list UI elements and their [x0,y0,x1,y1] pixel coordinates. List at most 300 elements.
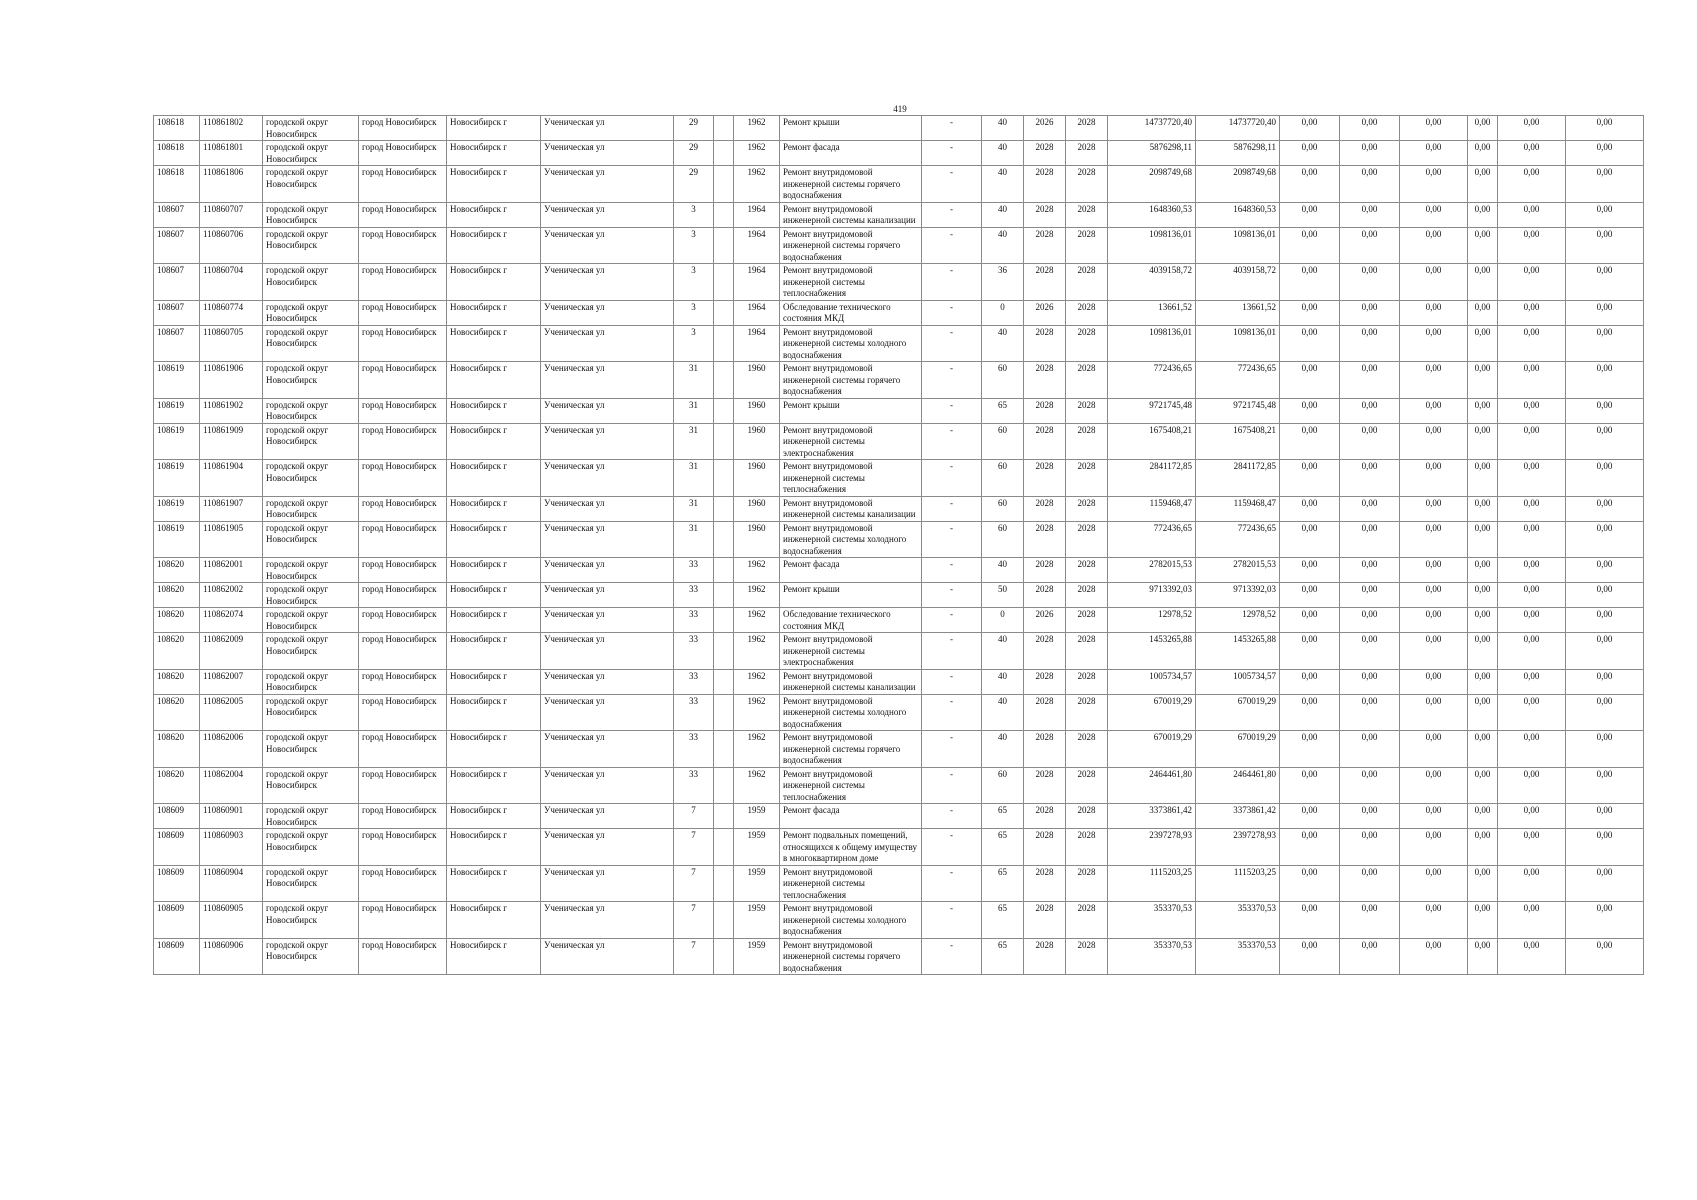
cell-street: Ученическая ул [541,460,674,497]
cell-cost-budget-federal: 0,00 [1280,264,1340,301]
cell-cost-budget-federal: 0,00 [1280,767,1340,804]
cell-cost-extra: 0,00 [1566,829,1644,866]
cell-cost-budget-federal: 0,00 [1280,804,1340,829]
cell-municipality: городской округ Новосибирск [263,938,359,975]
cell-municipality: городской округ Новосибирск [263,227,359,264]
cell-cost-other: 0,00 [1498,938,1566,975]
cell-house-number: 7 [674,938,714,975]
cell-total-cost: 670019,29 [1108,694,1196,731]
cell-street: Ученическая ул [541,166,674,203]
cell-cost-budget-federal: 0,00 [1280,496,1340,521]
cell-cost-budget-regional: 0,00 [1340,300,1400,325]
cell-wear-percent: 60 [982,460,1024,497]
cell-plan-year-start: 2028 [1024,694,1066,731]
cell-house-number: 3 [674,300,714,325]
cell-cost-budget-federal: 0,00 [1280,731,1340,768]
cell-cost-extra: 0,00 [1566,496,1644,521]
cell-street: Ученическая ул [541,902,674,939]
cell-plan-year-end: 2028 [1066,300,1108,325]
cell-plan-year-start: 2028 [1024,633,1066,670]
cell-locality: Новосибирск г [447,608,541,633]
cell-cost-budget-local: 0,00 [1400,804,1468,829]
cell-plan-year-end: 2028 [1066,202,1108,227]
cell-building [714,767,734,804]
cell-cost-budget-regional: 0,00 [1340,558,1400,583]
cell-work-id: 110861802 [200,116,263,141]
cell-record-id: 108609 [154,804,200,829]
cell-cost-fund: 353370,53 [1196,938,1280,975]
cell-plan-year-start: 2028 [1024,767,1066,804]
cell-cost-budget-local: 0,00 [1400,608,1468,633]
cell-municipality: городской округ Новосибирск [263,669,359,694]
cell-cost-other: 0,00 [1498,362,1566,399]
cell-work-id: 110860707 [200,202,263,227]
table-row [154,325,1644,362]
cell-locality: Новосибирск г [447,423,541,460]
cell-record-id: 108609 [154,865,200,902]
cell-cost-budget-local: 0,00 [1400,398,1468,423]
cell-building [714,521,734,558]
cell-cost-extra: 0,00 [1566,521,1644,558]
cell-wear-percent: 0 [982,608,1024,633]
cell-wear-percent: 40 [982,633,1024,670]
cell-house-number: 33 [674,731,714,768]
cell-house-number: 3 [674,227,714,264]
cell-work-type: Ремонт внутридомовой инженерной системы канализации [780,202,922,227]
cell-dash: - [922,496,982,521]
cell-municipality: городской округ Новосибирск [263,633,359,670]
cell-cost-budget-federal: 0,00 [1280,423,1340,460]
cell-locality: Новосибирск г [447,669,541,694]
cell-construction-year: 1959 [734,865,780,902]
cell-cost-budget-federal: 0,00 [1280,521,1340,558]
cell-cost-fund: 2782015,53 [1196,558,1280,583]
cell-dash: - [922,460,982,497]
cell-street: Ученическая ул [541,608,674,633]
cell-wear-percent: 65 [982,804,1024,829]
table-row [154,669,1644,694]
cell-plan-year-start: 2028 [1024,558,1066,583]
cell-street: Ученическая ул [541,865,674,902]
cell-work-type: Обследование технического состояния МКД [780,300,922,325]
cell-municipality: городской округ Новосибирск [263,731,359,768]
cell-construction-year: 1962 [734,633,780,670]
cell-plan-year-start: 2028 [1024,166,1066,203]
cell-cost-budget-federal: 0,00 [1280,583,1340,608]
cell-street: Ученическая ул [541,141,674,166]
cell-dash: - [922,902,982,939]
cell-work-id: 110860705 [200,325,263,362]
cell-cost-budget-federal: 0,00 [1280,938,1340,975]
cell-wear-percent: 60 [982,767,1024,804]
cell-work-type: Ремонт внутридомовой инженерной системы канализации [780,496,922,521]
cell-settlement: город Новосибирск [359,141,447,166]
cell-house-number: 33 [674,608,714,633]
cell-settlement: город Новосибирск [359,633,447,670]
cell-cost-extra: 0,00 [1566,669,1644,694]
cell-municipality: городской округ Новосибирск [263,804,359,829]
cell-dash: - [922,423,982,460]
cell-total-cost: 1159468,47 [1108,496,1196,521]
cell-plan-year-end: 2028 [1066,362,1108,399]
cell-cost-extra: 0,00 [1566,362,1644,399]
cell-house-number: 29 [674,116,714,141]
cell-total-cost: 1648360,53 [1108,202,1196,227]
table-row [154,300,1644,325]
cell-cost-other: 0,00 [1498,731,1566,768]
cell-dash: - [922,116,982,141]
cell-cost-owners: 0,00 [1468,558,1498,583]
cell-street: Ученическая ул [541,938,674,975]
cell-work-type: Ремонт крыши [780,116,922,141]
cell-cost-extra: 0,00 [1566,608,1644,633]
cell-total-cost: 2841172,85 [1108,460,1196,497]
cell-dash: - [922,398,982,423]
cell-building [714,264,734,301]
cell-locality: Новосибирск г [447,694,541,731]
cell-municipality: городской округ Новосибирск [263,865,359,902]
cell-work-type: Ремонт внутридомовой инженерной системы канализации [780,669,922,694]
cell-building [714,202,734,227]
cell-cost-fund: 14737720,40 [1196,116,1280,141]
table-row [154,633,1644,670]
cell-record-id: 108620 [154,669,200,694]
table-row [154,264,1644,301]
cell-dash: - [922,325,982,362]
cell-plan-year-end: 2028 [1066,398,1108,423]
cell-municipality: городской округ Новосибирск [263,583,359,608]
cell-settlement: город Новосибирск [359,829,447,866]
cell-cost-budget-regional: 0,00 [1340,521,1400,558]
cell-settlement: город Новосибирск [359,423,447,460]
cell-cost-budget-regional: 0,00 [1340,116,1400,141]
cell-work-type: Ремонт подвальных помещений, относящихся к общему имуществу в многоквартирном доме [780,829,922,866]
cell-construction-year: 1962 [734,608,780,633]
cell-locality: Новосибирск г [447,166,541,203]
cell-construction-year: 1964 [734,227,780,264]
cell-plan-year-end: 2028 [1066,325,1108,362]
cell-construction-year: 1960 [734,398,780,423]
cell-total-cost: 1453265,88 [1108,633,1196,670]
cell-total-cost: 1098136,01 [1108,325,1196,362]
cell-work-type: Ремонт внутридомовой инженерной системы электроснабжения [780,633,922,670]
cell-plan-year-start: 2028 [1024,460,1066,497]
cell-cost-budget-federal: 0,00 [1280,902,1340,939]
cell-cost-budget-federal: 0,00 [1280,633,1340,670]
cell-work-type: Ремонт фасада [780,141,922,166]
cell-locality: Новосибирск г [447,398,541,423]
cell-cost-budget-regional: 0,00 [1340,264,1400,301]
cell-cost-other: 0,00 [1498,398,1566,423]
cell-work-id: 110861905 [200,521,263,558]
cell-plan-year-start: 2028 [1024,325,1066,362]
cell-record-id: 108607 [154,325,200,362]
cell-house-number: 7 [674,804,714,829]
cell-cost-fund: 2397278,93 [1196,829,1280,866]
cell-plan-year-start: 2028 [1024,398,1066,423]
cell-total-cost: 353370,53 [1108,938,1196,975]
cell-municipality: городской округ Новосибирск [263,460,359,497]
cell-building [714,902,734,939]
cell-wear-percent: 65 [982,938,1024,975]
cell-cost-extra: 0,00 [1566,902,1644,939]
cell-plan-year-end: 2028 [1066,804,1108,829]
cell-street: Ученическая ул [541,202,674,227]
cell-work-id: 110862002 [200,583,263,608]
cell-work-id: 110860906 [200,938,263,975]
cell-plan-year-end: 2028 [1066,731,1108,768]
cell-plan-year-start: 2028 [1024,423,1066,460]
cell-cost-budget-regional: 0,00 [1340,938,1400,975]
cell-cost-other: 0,00 [1498,227,1566,264]
cell-record-id: 108607 [154,227,200,264]
cell-plan-year-start: 2028 [1024,731,1066,768]
cell-cost-budget-local: 0,00 [1400,865,1468,902]
cell-cost-owners: 0,00 [1468,496,1498,521]
cell-work-id: 110862009 [200,633,263,670]
cell-settlement: город Новосибирск [359,202,447,227]
cell-plan-year-start: 2028 [1024,362,1066,399]
cell-record-id: 108607 [154,300,200,325]
cell-plan-year-start: 2026 [1024,300,1066,325]
cell-cost-fund: 1453265,88 [1196,633,1280,670]
cell-cost-budget-local: 0,00 [1400,300,1468,325]
cell-settlement: город Новосибирск [359,608,447,633]
cell-cost-fund: 9713392,03 [1196,583,1280,608]
cell-locality: Новосибирск г [447,521,541,558]
cell-plan-year-end: 2028 [1066,767,1108,804]
cell-cost-budget-regional: 0,00 [1340,141,1400,166]
cell-cost-extra: 0,00 [1566,633,1644,670]
table-row [154,496,1644,521]
cell-cost-owners: 0,00 [1468,669,1498,694]
cell-record-id: 108619 [154,423,200,460]
cell-total-cost: 9713392,03 [1108,583,1196,608]
cell-plan-year-end: 2028 [1066,264,1108,301]
cell-dash: - [922,166,982,203]
cell-cost-owners: 0,00 [1468,116,1498,141]
cell-settlement: город Новосибирск [359,938,447,975]
cell-municipality: городской округ Новосибирск [263,521,359,558]
cell-cost-owners: 0,00 [1468,300,1498,325]
cell-cost-budget-local: 0,00 [1400,362,1468,399]
cell-dash: - [922,731,982,768]
cell-plan-year-start: 2028 [1024,669,1066,694]
cell-plan-year-end: 2028 [1066,902,1108,939]
cell-locality: Новосибирск г [447,264,541,301]
cell-cost-extra: 0,00 [1566,731,1644,768]
cell-record-id: 108609 [154,902,200,939]
cell-plan-year-start: 2028 [1024,938,1066,975]
cell-street: Ученическая ул [541,227,674,264]
cell-cost-fund: 1648360,53 [1196,202,1280,227]
cell-settlement: город Новосибирск [359,767,447,804]
cell-wear-percent: 36 [982,264,1024,301]
cell-settlement: город Новосибирск [359,558,447,583]
cell-work-id: 110860706 [200,227,263,264]
cell-house-number: 29 [674,166,714,203]
cell-locality: Новосибирск г [447,558,541,583]
cell-cost-budget-federal: 0,00 [1280,300,1340,325]
cell-municipality: городской округ Новосибирск [263,141,359,166]
cell-wear-percent: 40 [982,116,1024,141]
cell-building [714,116,734,141]
cell-cost-budget-federal: 0,00 [1280,460,1340,497]
cell-work-id: 110860774 [200,300,263,325]
cell-cost-budget-regional: 0,00 [1340,362,1400,399]
cell-locality: Новосибирск г [447,141,541,166]
cell-dash: - [922,865,982,902]
cell-cost-budget-federal: 0,00 [1280,608,1340,633]
table-row [154,141,1644,166]
cell-wear-percent: 40 [982,325,1024,362]
cell-cost-other: 0,00 [1498,423,1566,460]
table-row [154,767,1644,804]
cell-wear-percent: 65 [982,398,1024,423]
cell-cost-budget-regional: 0,00 [1340,865,1400,902]
cell-cost-other: 0,00 [1498,116,1566,141]
cell-cost-owners: 0,00 [1468,731,1498,768]
cell-construction-year: 1959 [734,804,780,829]
cell-locality: Новосибирск г [447,902,541,939]
cell-municipality: городской округ Новосибирск [263,902,359,939]
cell-house-number: 31 [674,460,714,497]
cell-cost-budget-regional: 0,00 [1340,902,1400,939]
cell-construction-year: 1964 [734,300,780,325]
cell-wear-percent: 40 [982,166,1024,203]
cell-cost-fund: 2464461,80 [1196,767,1280,804]
cell-plan-year-end: 2028 [1066,938,1108,975]
cell-locality: Новосибирск г [447,460,541,497]
cell-street: Ученическая ул [541,694,674,731]
cell-cost-budget-local: 0,00 [1400,521,1468,558]
cell-construction-year: 1962 [734,731,780,768]
cell-cost-fund: 1005734,57 [1196,669,1280,694]
cell-settlement: город Новосибирск [359,865,447,902]
cell-cost-owners: 0,00 [1468,608,1498,633]
cell-record-id: 108607 [154,202,200,227]
cell-cost-extra: 0,00 [1566,583,1644,608]
cell-municipality: городской округ Новосибирск [263,166,359,203]
cell-cost-budget-federal: 0,00 [1280,202,1340,227]
cell-cost-other: 0,00 [1498,902,1566,939]
cell-work-type: Ремонт внутридомовой инженерной системы холодного водоснабжения [780,694,922,731]
cell-cost-budget-local: 0,00 [1400,116,1468,141]
cell-building [714,300,734,325]
cell-house-number: 31 [674,423,714,460]
cell-settlement: город Новосибирск [359,731,447,768]
cell-construction-year: 1962 [734,694,780,731]
cell-house-number: 31 [674,362,714,399]
cell-cost-owners: 0,00 [1468,202,1498,227]
cell-cost-owners: 0,00 [1468,694,1498,731]
cell-dash: - [922,694,982,731]
cell-total-cost: 2098749,68 [1108,166,1196,203]
cell-house-number: 7 [674,829,714,866]
cell-house-number: 33 [674,583,714,608]
cell-municipality: городской округ Новосибирск [263,558,359,583]
cell-cost-budget-regional: 0,00 [1340,202,1400,227]
table-row [154,608,1644,633]
cell-work-type: Ремонт фасада [780,558,922,583]
cell-settlement: город Новосибирск [359,227,447,264]
cell-cost-budget-regional: 0,00 [1340,227,1400,264]
cell-locality: Новосибирск г [447,938,541,975]
capital-repair-table [153,115,1644,975]
table-row [154,583,1644,608]
cell-work-type: Ремонт внутридомовой инженерной системы теплоснабжения [780,460,922,497]
cell-work-type: Ремонт крыши [780,398,922,423]
cell-cost-extra: 0,00 [1566,558,1644,583]
cell-building [714,227,734,264]
cell-cost-owners: 0,00 [1468,583,1498,608]
cell-locality: Новосибирск г [447,731,541,768]
cell-total-cost: 5876298,11 [1108,141,1196,166]
cell-building [714,166,734,203]
cell-cost-owners: 0,00 [1468,141,1498,166]
cell-dash: - [922,767,982,804]
cell-cost-budget-regional: 0,00 [1340,166,1400,203]
cell-building [714,496,734,521]
cell-total-cost: 9721745,48 [1108,398,1196,423]
cell-plan-year-start: 2028 [1024,829,1066,866]
cell-cost-owners: 0,00 [1468,902,1498,939]
cell-cost-other: 0,00 [1498,694,1566,731]
cell-work-type: Ремонт внутридомовой инженерной системы электроснабжения [780,423,922,460]
cell-work-id: 110861904 [200,460,263,497]
cell-street: Ученическая ул [541,325,674,362]
cell-dash: - [922,608,982,633]
cell-cost-budget-federal: 0,00 [1280,694,1340,731]
table-row [154,829,1644,866]
cell-plan-year-start: 2028 [1024,264,1066,301]
cell-cost-budget-local: 0,00 [1400,669,1468,694]
cell-cost-extra: 0,00 [1566,264,1644,301]
cell-cost-budget-local: 0,00 [1400,938,1468,975]
cell-plan-year-start: 2028 [1024,865,1066,902]
cell-street: Ученическая ул [541,669,674,694]
cell-construction-year: 1959 [734,829,780,866]
cell-total-cost: 772436,65 [1108,362,1196,399]
cell-total-cost: 4039158,72 [1108,264,1196,301]
cell-cost-owners: 0,00 [1468,460,1498,497]
cell-settlement: город Новосибирск [359,166,447,203]
cell-cost-owners: 0,00 [1468,227,1498,264]
cell-cost-budget-local: 0,00 [1400,202,1468,227]
cell-cost-budget-local: 0,00 [1400,264,1468,301]
cell-cost-extra: 0,00 [1566,202,1644,227]
cell-construction-year: 1960 [734,521,780,558]
cell-work-type: Ремонт фасада [780,804,922,829]
cell-plan-year-start: 2028 [1024,202,1066,227]
cell-work-id: 110861909 [200,423,263,460]
cell-street: Ученическая ул [541,829,674,866]
cell-plan-year-end: 2028 [1066,608,1108,633]
cell-wear-percent: 40 [982,141,1024,166]
cell-work-id: 110860905 [200,902,263,939]
cell-locality: Новосибирск г [447,865,541,902]
table-row [154,902,1644,939]
cell-work-type: Ремонт внутридомовой инженерной системы горячего водоснабжения [780,731,922,768]
cell-work-id: 110862006 [200,731,263,768]
cell-street: Ученическая ул [541,116,674,141]
table-row [154,423,1644,460]
cell-dash: - [922,362,982,399]
cell-plan-year-end: 2028 [1066,865,1108,902]
cell-locality: Новосибирск г [447,829,541,866]
cell-cost-budget-federal: 0,00 [1280,166,1340,203]
cell-plan-year-end: 2028 [1066,521,1108,558]
